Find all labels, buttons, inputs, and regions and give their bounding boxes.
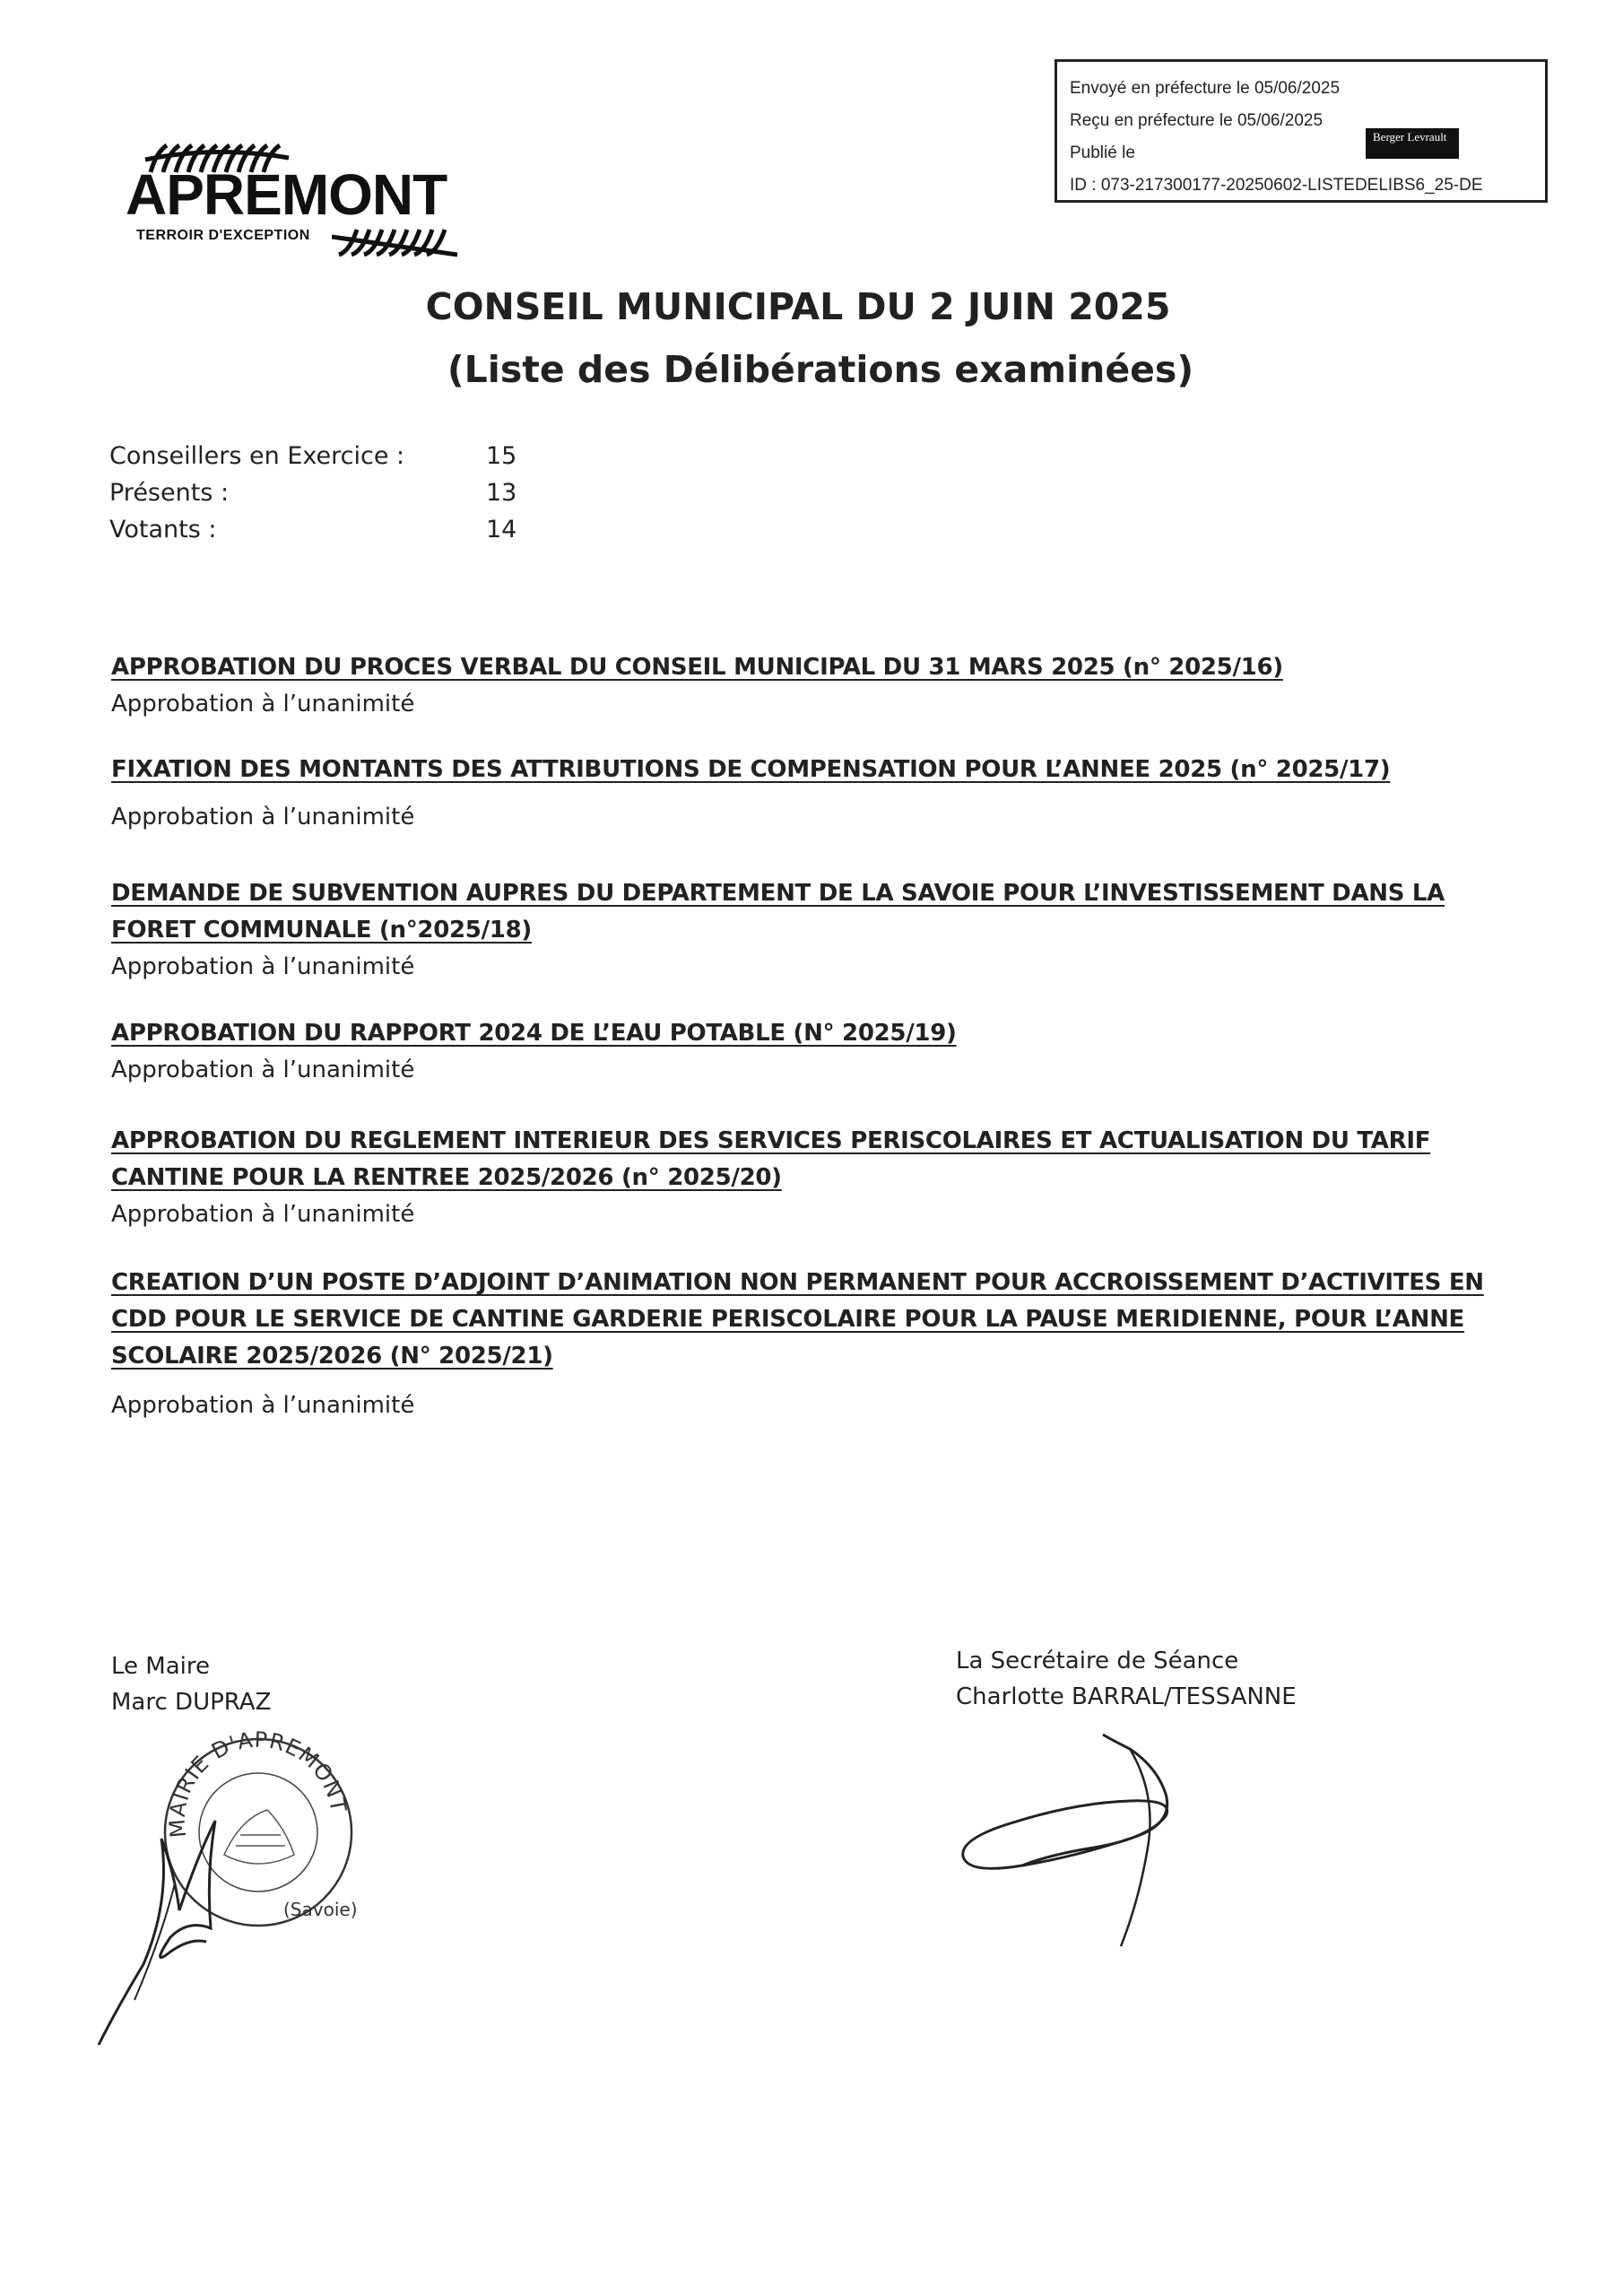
deliberation-item [111,752,1510,835]
mayor-signature [90,1785,260,2054]
seal-text: MAIRIE D'APREMONT [164,1726,352,1839]
prefecture-stamp-box [1055,59,1548,203]
count-label: Conseillers en Exercice : [109,442,405,470]
count-value: 15 [486,442,517,470]
mayor-signature-block [111,1648,271,1720]
deliberation-item [111,1123,1510,1232]
deliberation-heading: APPROBATION DU PROCES VERBAL DU CONSEIL MUNICIPAL DU 31 MARS 2025 (n° 2025/16) [111,654,1283,681]
deliberation-heading: APPROBATION DU RAPPORT 2024 DE L’EAU POTABLE (N° 2025/19) [111,1020,957,1047]
deliberation-item [111,1265,1510,1423]
secretary-signature [950,1722,1237,1955]
logo-tagline: TERROIR D'EXCEPTION [136,228,310,243]
logo-stripes-bottom-icon [332,224,466,260]
page-title: CONSEIL MUNICIPAL DU 2 JUIN 2025 [425,285,1171,328]
stamp-received-date: Reçu en préfecture le 05/06/2025 [1070,111,1324,130]
count-label: Votants : [109,516,217,544]
count-row [109,474,576,511]
stamp-published: Publié le [1070,144,1135,162]
deliberation-heading: APPROBATION DU REGLEMENT INTERIEUR DES SERVICES PERISCOLAIRES ET ACTUALISATION DU TARIF CANTINE POUR LA RENTREE 2025/2026 (n° 2025/20) [111,1127,1431,1191]
count-row [109,511,576,548]
deliberation-heading: FIXATION DES MONTANTS DES ATTRIBUTIONS DE COMPENSATION POUR L’ANNEE 2025 (n° 2025/17) [111,756,1391,783]
deliberation-item [111,649,1510,722]
seal-subtext: (Savoie) [283,1899,358,1920]
deliberation-result: Approbation à l’unanimité [111,1392,415,1419]
deliberation-result: Approbation à l’unanimité [111,1201,415,1228]
secretary-name: Charlotte BARRAL/TESSANNE [956,1683,1297,1710]
deliberation-result: Approbation à l’unanimité [111,953,415,980]
secretary-signature-block [956,1643,1297,1715]
count-row [109,438,576,474]
mayor-name: Marc DUPRAZ [111,1689,272,1716]
stamp-id: ID : 073-217300177-20250602-LISTEDELIBS6_25-DE [1070,176,1483,195]
deliberation-result: Approbation à l’unanimité [111,1057,415,1083]
stamp-sent-date: Envoyé en préfecture le 05/06/2025 [1070,79,1341,98]
count-value: 14 [486,516,517,544]
apremont-logo [126,135,466,269]
deliberation-heading: CREATION D’UN POSTE D’ADJOINT D’ANIMATION NON PERMANENT POUR ACCROISSEMENT D’ACTIVITES EN CDD POUR LE SERVICE DE CANTINE GARDERIE PERISCOLAIRE POUR LA PAUSE MERIDIENNE, POUR L’ANNE SCOLAIRE 2025/2026 (N° 2025/21) [111,1269,1484,1370]
mayor-role: Le Maire [111,1653,210,1680]
attendance-counts [109,438,576,548]
secretary-role: La Secrétaire de Séance [956,1648,1239,1674]
page-subtitle: (Liste des Délibérations examinées) [447,348,1194,391]
logo-wordmark: APREMONT [126,162,447,227]
berger-levrault-logo: Berger Levrault [1366,128,1459,159]
deliberation-result: Approbation à l’unanimité [111,804,415,831]
deliberation-heading: DEMANDE DE SUBVENTION AUPRES DU DEPARTEMENT DE LA SAVOIE POUR L’INVESTISSEMENT DANS LA FORET COMMUNALE (n°2025/18) [111,880,1445,944]
deliberation-result: Approbation à l’unanimité [111,691,415,718]
count-value: 13 [486,479,517,507]
deliberation-item [111,1015,1510,1088]
deliberation-item [111,875,1510,985]
count-label: Présents : [109,479,230,507]
